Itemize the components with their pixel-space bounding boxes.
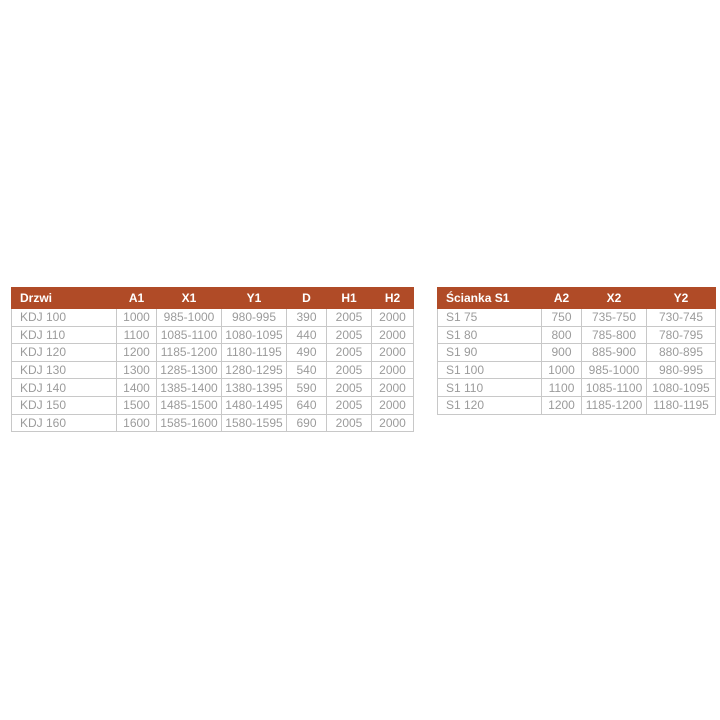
value-cell: 2000	[372, 309, 414, 327]
model-cell: S1 75	[438, 309, 542, 327]
value-cell: 900	[542, 344, 582, 362]
value-cell: 885-900	[582, 344, 647, 362]
model-cell: S1 120	[438, 396, 542, 414]
value-cell: 880-895	[647, 344, 716, 362]
value-cell: 1200	[117, 344, 157, 362]
value-cell: 985-1000	[582, 361, 647, 379]
wall-panels-spec-table	[437, 287, 716, 415]
value-cell: 2005	[327, 414, 372, 432]
model-cell: KDJ 160	[12, 414, 117, 432]
doors-table-header	[12, 288, 414, 309]
table-row	[12, 414, 414, 432]
column-header: A1	[117, 288, 157, 309]
value-cell: 1400	[117, 379, 157, 397]
value-cell: 1500	[117, 396, 157, 414]
table-row	[12, 309, 414, 327]
value-cell: 590	[287, 379, 327, 397]
table-row	[438, 361, 716, 379]
table-row	[438, 344, 716, 362]
value-cell: 2000	[372, 344, 414, 362]
column-header: Ścianka S1	[438, 288, 542, 309]
column-header: A2	[542, 288, 582, 309]
value-cell: 640	[287, 396, 327, 414]
value-cell: 2000	[372, 396, 414, 414]
value-cell: 390	[287, 309, 327, 327]
table-row	[12, 326, 414, 344]
value-cell: 1580-1595	[222, 414, 287, 432]
value-cell: 1100	[117, 326, 157, 344]
value-cell: 980-995	[647, 361, 716, 379]
model-cell: KDJ 110	[12, 326, 117, 344]
value-cell: 2005	[327, 326, 372, 344]
value-cell: 730-745	[647, 309, 716, 327]
value-cell: 1600	[117, 414, 157, 432]
model-cell: KDJ 130	[12, 361, 117, 379]
column-header: H1	[327, 288, 372, 309]
value-cell: 540	[287, 361, 327, 379]
doors-table-body	[12, 309, 414, 432]
value-cell: 1285-1300	[157, 361, 222, 379]
model-cell: KDJ 150	[12, 396, 117, 414]
value-cell: 1085-1100	[157, 326, 222, 344]
table-row	[438, 379, 716, 397]
value-cell: 1180-1195	[647, 396, 716, 414]
value-cell: 2005	[327, 379, 372, 397]
value-cell: 735-750	[582, 309, 647, 327]
doors-spec-table	[11, 287, 414, 432]
value-cell: 1100	[542, 379, 582, 397]
value-cell: 1200	[542, 396, 582, 414]
value-cell: 440	[287, 326, 327, 344]
column-header: Drzwi	[12, 288, 117, 309]
model-cell: S1 90	[438, 344, 542, 362]
value-cell: 1185-1200	[582, 396, 647, 414]
value-cell: 2000	[372, 379, 414, 397]
value-cell: 1585-1600	[157, 414, 222, 432]
value-cell: 490	[287, 344, 327, 362]
model-cell: S1 110	[438, 379, 542, 397]
walls-table-body	[438, 309, 716, 415]
table-row	[438, 326, 716, 344]
walls-table-header	[438, 288, 716, 309]
value-cell: 785-800	[582, 326, 647, 344]
value-cell: 1180-1195	[222, 344, 287, 362]
value-cell: 2005	[327, 309, 372, 327]
value-cell: 2000	[372, 361, 414, 379]
header-row	[12, 288, 414, 309]
value-cell: 690	[287, 414, 327, 432]
value-cell: 2000	[372, 414, 414, 432]
value-cell: 1480-1495	[222, 396, 287, 414]
column-header: D	[287, 288, 327, 309]
value-cell: 750	[542, 309, 582, 327]
column-header: X2	[582, 288, 647, 309]
table-row	[438, 396, 716, 414]
column-header: Y2	[647, 288, 716, 309]
value-cell: 980-995	[222, 309, 287, 327]
value-cell: 1380-1395	[222, 379, 287, 397]
model-cell: S1 80	[438, 326, 542, 344]
value-cell: 1280-1295	[222, 361, 287, 379]
value-cell: 1300	[117, 361, 157, 379]
table-row	[438, 309, 716, 327]
value-cell: 1000	[542, 361, 582, 379]
model-cell: S1 100	[438, 361, 542, 379]
value-cell: 1385-1400	[157, 379, 222, 397]
model-cell: KDJ 120	[12, 344, 117, 362]
table-row	[12, 379, 414, 397]
value-cell: 1485-1500	[157, 396, 222, 414]
table-row	[12, 361, 414, 379]
value-cell: 1080-1095	[222, 326, 287, 344]
value-cell: 1000	[117, 309, 157, 327]
model-cell: KDJ 140	[12, 379, 117, 397]
value-cell: 780-795	[647, 326, 716, 344]
column-header: X1	[157, 288, 222, 309]
value-cell: 1080-1095	[647, 379, 716, 397]
value-cell: 2005	[327, 344, 372, 362]
column-header: Y1	[222, 288, 287, 309]
value-cell: 2000	[372, 326, 414, 344]
column-header: H2	[372, 288, 414, 309]
table-row	[12, 344, 414, 362]
value-cell: 1185-1200	[157, 344, 222, 362]
value-cell: 800	[542, 326, 582, 344]
value-cell: 1085-1100	[582, 379, 647, 397]
value-cell: 985-1000	[157, 309, 222, 327]
model-cell: KDJ 100	[12, 309, 117, 327]
value-cell: 2005	[327, 396, 372, 414]
header-row	[438, 288, 716, 309]
value-cell: 2005	[327, 361, 372, 379]
table-row	[12, 396, 414, 414]
